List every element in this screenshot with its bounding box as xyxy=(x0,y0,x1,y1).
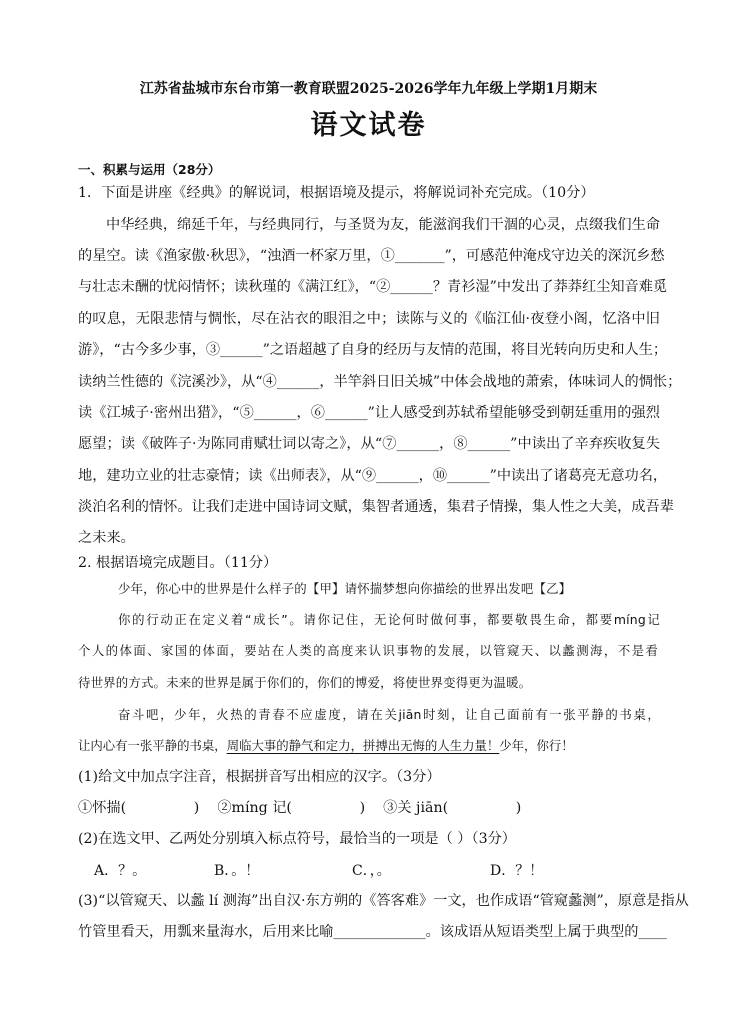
question-1-stem: 1．下面是讲座《经典》的解说词，根据语境及提示，将解说词补充完成。（10分） xyxy=(78,185,595,201)
q1-line: 游》，“古今多少事，③______”之语超越了自身的经历与友情的范围，将目光转向历史和人生； xyxy=(78,342,668,358)
q2-passage-line: 个人的体面、家国的体面，要站在人类的高度来认识事物的发展，以管窥天、以蠡测海，不是看 xyxy=(78,643,658,658)
q2-sub1: (1)给文中加点字注音，根据拼音写出相应的汉字。（3分） xyxy=(78,769,441,785)
q2-passage-last-line xyxy=(78,736,574,756)
q2-passage-line: 少年，你心中的世界是什么样子的【甲】请怀揣梦想向你描绘的世界出发吧【乙】 xyxy=(118,581,572,596)
q1-line: 淡泊名利的情怀。让我们走进中国诗词文赋，集智者通透，集君子情操，集人性之大美，成吾辈 xyxy=(78,499,674,515)
q2-sub1-items: ①怀揣( ) ②míng 记( ) ③关 jiān( ) xyxy=(78,800,522,816)
q2-option-a: A．？。 xyxy=(94,863,147,879)
q1-line: 与壮志未酬的忧闷情怀；读秋瑾的《满江红》，“②______？青衫湿”中发出了莽莽红尘知音难觅 xyxy=(78,279,668,295)
question-2-stem: 2. 根据语境完成题目。（11分） xyxy=(78,555,278,571)
q2-option-d: D．？！ xyxy=(490,863,544,879)
q1-line: 读《江城子·密州出猎》，“⑤______，⑥______”让人感受到苏轼希望能够受到朝廷重用的强烈 xyxy=(78,405,660,421)
q2-sub3-line: 竹管里看天，用瓢来量海水，后用来比喻_____________。该成语从短语类型上属于典型的____ xyxy=(78,924,667,940)
exam-subtitle: 语文试卷 xyxy=(310,110,427,141)
q2-underlined-sentence: 周临大事的静气和定力，拼搏出无悔的人生力量！ xyxy=(226,738,500,753)
exam-title: 江苏省盐城市东台市第一教育联盟2025-2026学年九年级上学期1月期末 xyxy=(139,81,598,97)
q1-line: 地，建功立业的壮志豪情；读《出师表》，从“⑨______，⑩______”中读出了诸葛亮无意功名， xyxy=(78,468,668,484)
q1-line: 中华经典，绵延千年，与经典同行，与圣贤为友，能滋润我们干涸的心灵，点缀我们生命 xyxy=(106,217,660,233)
q2-option-c: C．，。 xyxy=(352,863,391,879)
q1-line: 愿望；读《破阵子·为陈同甫赋壮词以寄之》，从“⑦______，⑧______”中读出了辛弃疾收复失 xyxy=(78,436,660,452)
q2-passage-line: 待世界的方式。未来的世界是属于你们的，你们的博爱，将使世界变得更为温暖。 xyxy=(78,675,532,690)
section-heading: 一、积累与运用（28分） xyxy=(78,162,221,177)
q2-passage-line: 你的行动正在定义着“成长”。请你记住，无论何时做何事，都要敬畏生命，都要míng记 xyxy=(118,612,660,627)
q2-sub3-line: (3)“以管窥天、以蠡 lí 测海”出自汉·东方朔的《答客难》一文，也作成语“管窥蠡测”，原意是指从 xyxy=(78,893,689,909)
q1-line: 的星空。读《渔家傲·秋思》，“浊酒一杯家万里，①_______”，可感范仲淹戍守边关的深沉乡愁 xyxy=(78,248,665,264)
q2-sub2: (2)在选文甲、乙两处分别填入标点符号，最恰当的一项是（ ）（3分） xyxy=(78,831,516,847)
q2-option-b: B．。！ xyxy=(214,863,260,879)
q2-passage-tail: 少年，你行！ xyxy=(499,738,574,753)
q2-passage-text: 让内心有一张平静的书桌， xyxy=(78,738,227,753)
q1-line: 的叹息，无限悲情与惆怅，尽在沾衣的眼泪之中；读陈与义的《临江仙·夜登小阁，忆洛中旧 xyxy=(78,311,660,327)
q2-passage-line: 奋斗吧，少年，火热的青春不应虚度，请在关jiān时刻，让自己面前有一张平静的书桌， xyxy=(118,707,660,722)
q1-line: 之未来。 xyxy=(78,530,135,546)
q1-line: 读纳兰性德的《浣溪沙》，从“④______，半竿斜日旧关城”中体会战地的萧索，体味词人的惆怅； xyxy=(78,374,682,390)
